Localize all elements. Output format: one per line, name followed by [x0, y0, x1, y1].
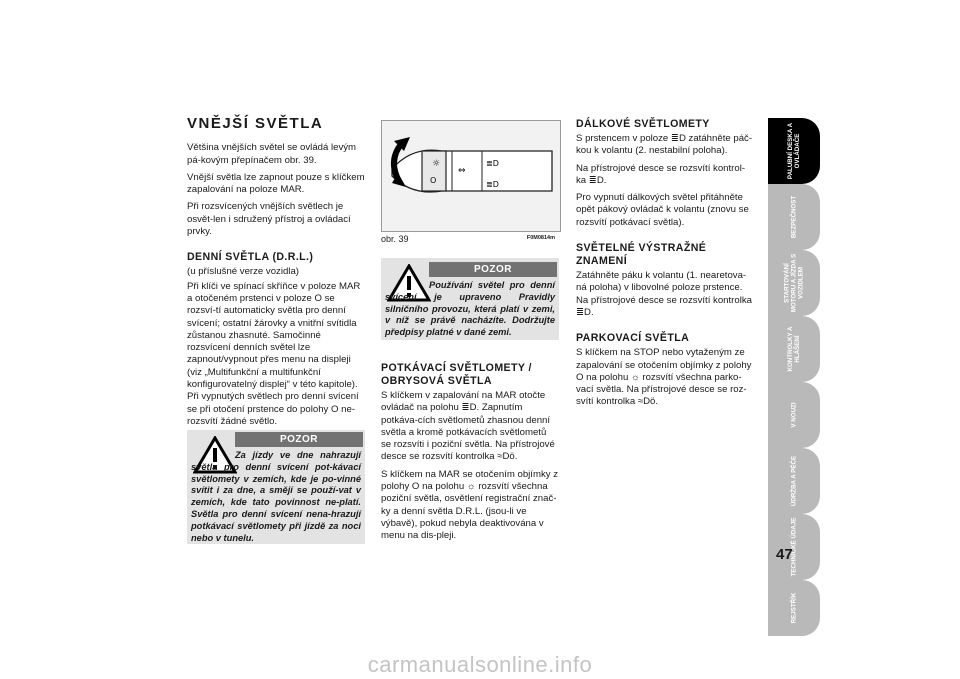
section-heading-low-beam: POTKÁVACÍ SVĚTLOMETY / OBRYSOVÁ SVĚTLA [381, 362, 532, 387]
warning-title: POZOR [429, 262, 557, 277]
chapter-tab-warnings[interactable]: KONTROLKY A HLÁŠENÍ [768, 316, 820, 382]
section-heading-drl: DENNÍ SVĚTLA (D.R.L.) [187, 251, 314, 264]
paragraph: S klíčkem v zapalování na MAR otočte ovládač na polohu ≣D. Zapnutím potkáva-cích světlometů zhasnou denní světla a kromě potkávacích světlometů se rozsvíti i poziční světla. Na přístrojové desce se rozsvítí kontrolka ≈Dö. [381, 390, 555, 463]
section-heading-high-beam: DÁLKOVÉ SVĚTLOMETY [576, 118, 710, 130]
page-number: 47 [776, 546, 793, 563]
column-left [187, 115, 365, 433]
svg-text:≣D: ≣D [486, 159, 499, 168]
warning-box-regulations [381, 258, 559, 340]
figure-label: obr. 39 [381, 234, 409, 244]
warning-text: Za jízdy ve dne nahrazují světla pro denní svícení pot-kávací světlomety v zemích, kde je po-vinné svítit i za dne, a smějí se použí-vat v zemích, kde tato povinnost ne-platí. Světla pro denní svícení nena-hrazují potkávací světlomety při jízdě za noci nebo v tunelu. [191, 450, 361, 543]
chapter-tab-driving[interactable]: STARTOVÁNÍ MOTORU A JÍZDA S VOZIDLEM [768, 250, 820, 316]
section-subtitle: (u příslušné verze vozidla) [187, 266, 299, 278]
page-title: VNĚJŠÍ SVĚTLA [187, 115, 324, 132]
paragraph: Při klíči ve spínací skříňce v poloze MAR a otočeném prstenci v poloze O se rozsví-tí automaticky světla pro denní svícení; ostatní žárovky a vnitřní svítidla zůstanou zhasnuté. Samočinné rozsvícení denních světel lze zapnout/vypnout přes menu na displeji (viz „Multifunkční a multifunkční konfigurovatelný displej“ v této kapitole). Při vypnutých světlech pro denní svícení se při otočení prstence do polohy O ne-rozsvítí žádné světlo. [187, 280, 361, 427]
chapter-tab-safety[interactable]: BEZPEČNOST [768, 184, 820, 250]
warning-title: POZOR [235, 432, 363, 447]
warning-text: Používání světel pro denní svícení je upraveno Pravidly silničního provozu, která platí v zemi, v níž se právě nacházíte. Dodržujte předpisy platné v dané zemi. [385, 280, 555, 338]
paragraph: S prstencem v poloze ≣D zatáhněte páč-kou k volantu (2. nestabilní poloha). [576, 133, 753, 157]
paragraph: Zatáhněte páku k volantu (1. nearetova-ná poloha) v libovolné poloze prstence. Na přístrojové desce se rozsvítí kontrolka ≣D. [576, 270, 752, 318]
paragraph: Většina vnějších světel se ovládá levým pá-kovým přepínačem obr. 39. [187, 142, 357, 166]
paragraph: Vnější světla lze zapnout pouze s klíčkem zapalování na poloze MAR. [187, 171, 365, 196]
column-middle [381, 362, 559, 548]
warning-box-daytime [187, 430, 365, 544]
paragraph: Pro vypnutí dálkových světel přitáhněte opět pákový ovládač k volantu (znovu se rozsvítí potkávací světla). [576, 192, 749, 228]
paragraph: Na přístrojové desce se rozsvítí kontrol-ka ≣D. [576, 162, 746, 186]
chapter-tab-dashboard[interactable]: PALUBNÍ DESKA A OVLÁDAČE [768, 118, 820, 184]
svg-text:⇔: ⇔ [458, 166, 466, 176]
svg-text:≣D: ≣D [486, 180, 499, 189]
svg-text:O: O [430, 176, 437, 185]
paragraph: Při rozsvícených vnějších světlech je osvět-len i sdružený přístroj a ovládací prvky. [187, 201, 351, 238]
section-heading-flash: SVĚTELNÉ VÝSTRAŽNÉ ZNAMENÍ [576, 242, 707, 268]
chapter-tab-maintenance[interactable]: ÚDRŽBA A PÉČE [768, 448, 820, 514]
figure-caption [381, 234, 559, 244]
watermark: carmanualsonline.info [367, 652, 593, 677]
paragraph: S klíčkem na MAR se otočením objímky z polohy O na polohu ☼ rozsvítí všechna poziční světla, osvětlení registrační znač-ky a denní světla D.R.L. (jsou-li ve výbavě), pokud nebyla deaktivována v menu na dis-pleji. [381, 468, 559, 542]
light-lever-illustration [382, 121, 560, 231]
chapter-tab-index[interactable]: REJSTŘÍK [768, 580, 820, 636]
figure-lever-switch [381, 120, 561, 232]
chapter-tab-technical[interactable]: TECHNICKÉ ÚDAJE [768, 514, 820, 580]
column-right [576, 118, 754, 414]
paragraph: S klíčkem na STOP nebo vytaženým ze zapalování se otočením objímky z polohy O na polohu ☼ rozsvítí všechna parko-vací světla. Na přístrojové desce se roz-svítí kontrolka ≈Dö. [576, 347, 752, 408]
section-heading-parking: PARKOVACÍ SVĚTLA [576, 332, 690, 345]
chapter-tab-emergency[interactable]: V NOUZI [768, 382, 820, 448]
figure-code: F0M0814m [526, 235, 555, 241]
svg-text:☼: ☼ [432, 159, 441, 169]
